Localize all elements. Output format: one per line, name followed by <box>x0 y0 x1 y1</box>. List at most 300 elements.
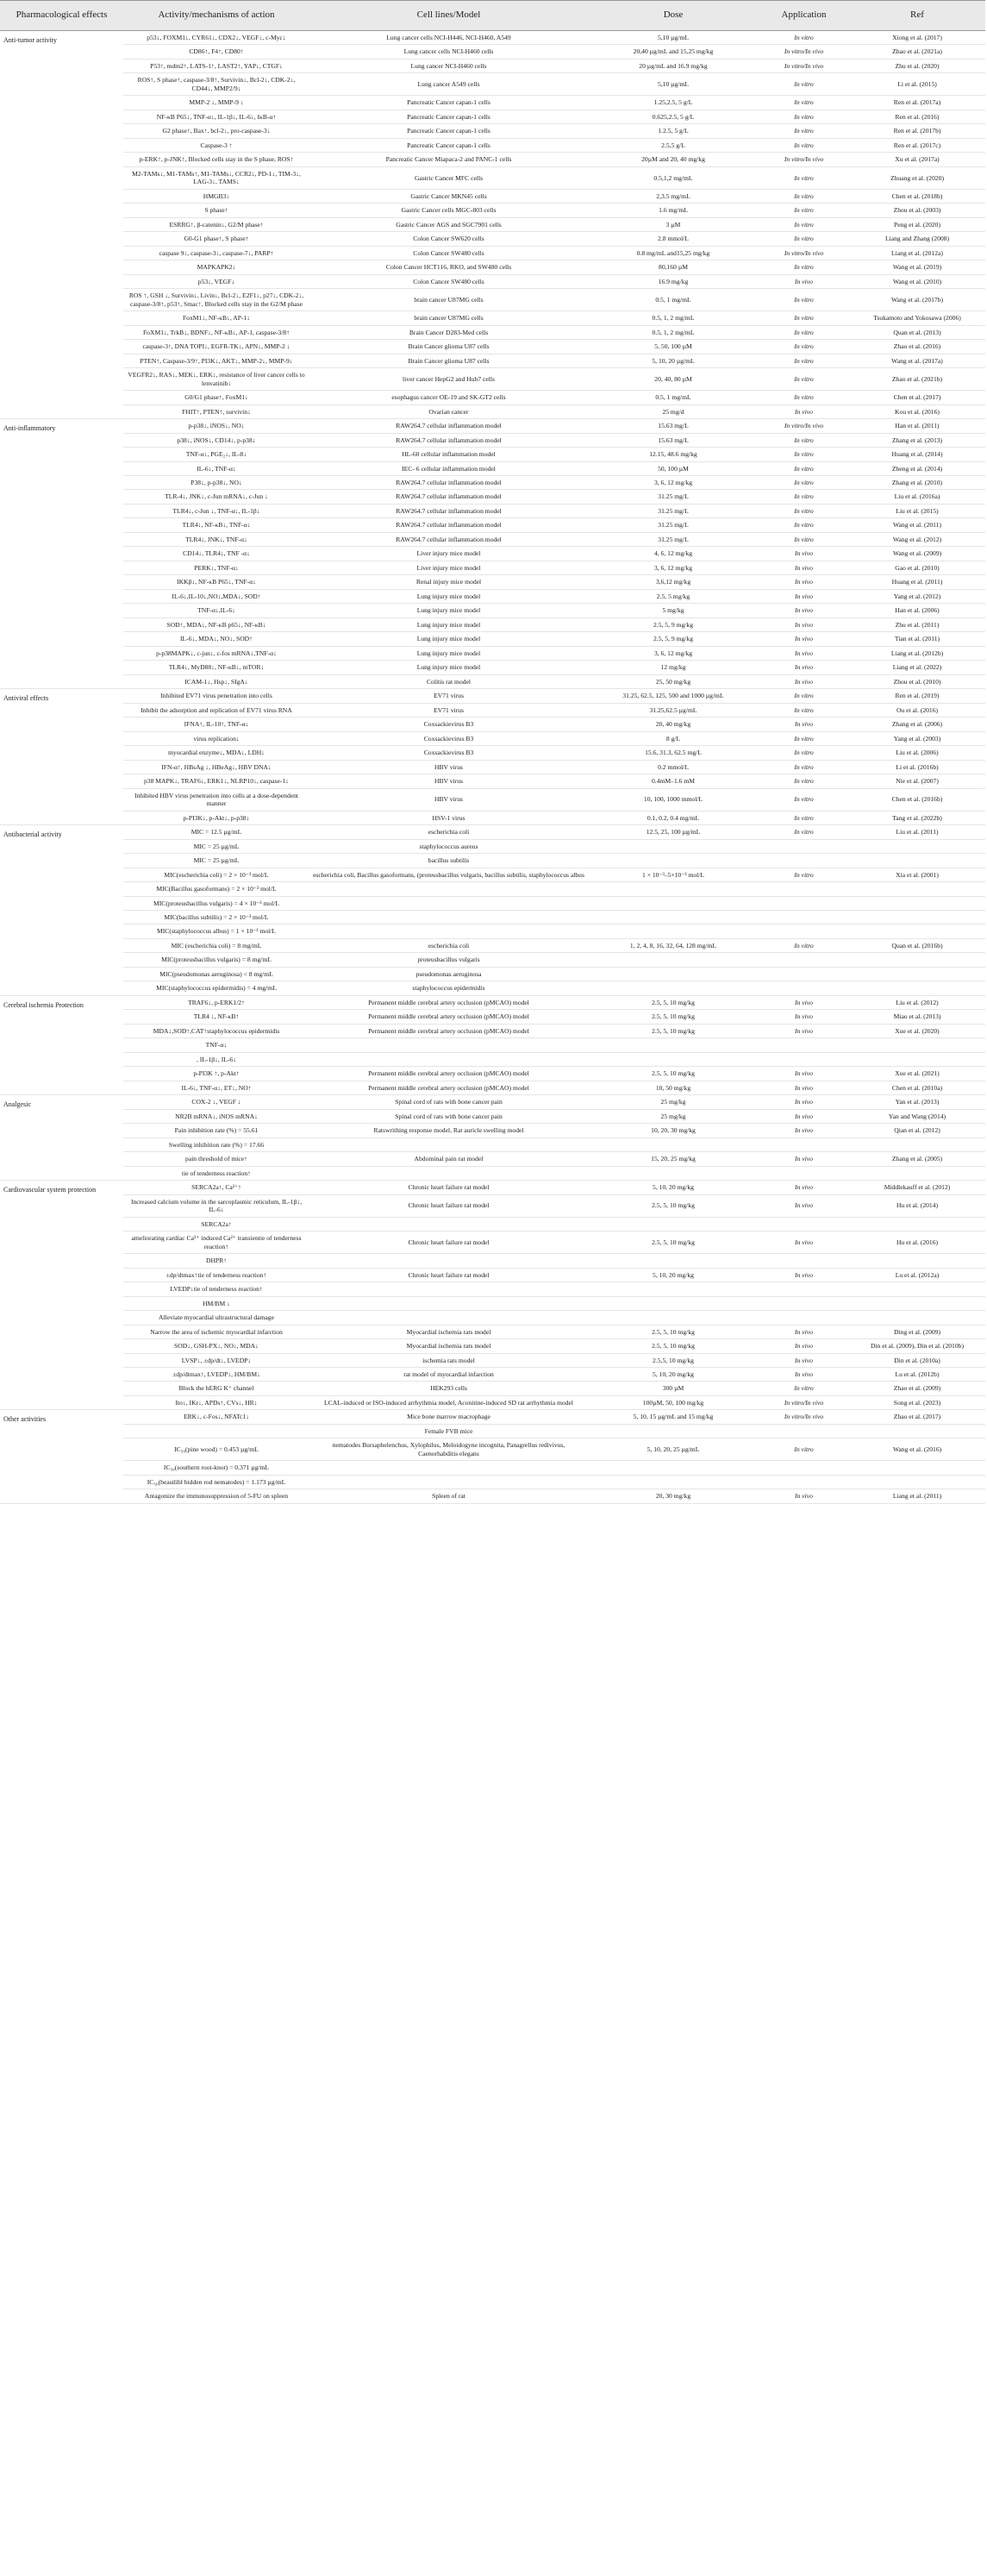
dose-cell: 20, 40, 80 µM <box>588 368 759 391</box>
table-row <box>0 1410 985 1424</box>
dose-cell: 0.5,1,2 mg/mL <box>588 166 759 189</box>
application-cell <box>759 896 849 910</box>
ref-cell: Yang et al. (2003) <box>849 731 985 745</box>
model-cell: staphylococcus aureus <box>309 839 588 853</box>
mechanism-cell: IL-6↓, MDA↓, NO↓, SOD↑ <box>123 632 309 646</box>
application-cell: In vivo <box>759 632 849 646</box>
table-row <box>0 1232 985 1254</box>
table-row <box>0 1268 985 1282</box>
mechanism-cell: FoXM1↓, TrkB↓, BDNF↓, NF-κB↓, AP-1, caspase-3/8↑ <box>123 325 309 339</box>
dose-cell <box>588 1282 759 1296</box>
ref-cell: Xue et al. (2021) <box>849 1067 985 1081</box>
dose-cell: 1.25,2.5, 5 g/L <box>588 96 759 110</box>
mechanism-cell: Narrow the area of ischemic myocardial infarction <box>123 1325 309 1338</box>
effect-group-label: Cardiovascular system protection <box>0 1181 123 1410</box>
mechanism-cell: IKKβ↓, NF-κB P65↓, TNF-α↓ <box>123 575 309 589</box>
mechanism-cell: MIC(Bacillus gasoformans) = 2 × 10⁻³ mol/L <box>123 882 309 896</box>
application-cell: In vivo <box>759 1181 849 1194</box>
table-row <box>0 96 985 110</box>
dose-cell: 0.5, 1 mg/mL <box>588 289 759 311</box>
table-row <box>0 896 985 910</box>
mechanism-cell: IFN-α↑, HBsAg ↓, HBeAg↓, HBV DNA↓ <box>123 760 309 774</box>
dose-cell: 0.2 mmol/L <box>588 760 759 774</box>
model-cell: RAW264.7 cellular inflammation model <box>309 518 588 532</box>
ref-cell: Wang et al. (2012) <box>849 532 985 546</box>
ref-cell <box>849 1461 985 1475</box>
mechanism-cell: TNF-α↓,IL-6↓ <box>123 604 309 617</box>
model-cell: Gastric Cancer cells MGC-803 cells <box>309 204 588 217</box>
table-row <box>0 1109 985 1123</box>
dose-cell <box>588 896 759 910</box>
model-cell: Myocardial ischemia rats model <box>309 1325 588 1338</box>
model-cell: Colitis rat model <box>309 674 588 688</box>
application-cell: In vivo <box>759 1095 849 1109</box>
table-row <box>0 204 985 217</box>
mechanism-cell: MDA↓,SOD↑,CAT↑staphylococcus epidermidis <box>123 1024 309 1037</box>
table-row <box>0 1353 985 1367</box>
model-cell: Lung injury mice model <box>309 617 588 631</box>
table-row <box>0 110 985 123</box>
dose-cell: 5, 10, 20 mg/kg <box>588 1268 759 1282</box>
application-cell: In vivo <box>759 718 849 731</box>
ref-cell: Lu et al. (2012a) <box>849 1268 985 1282</box>
table-row <box>0 504 985 517</box>
ref-cell: Tang et al. (2022b) <box>849 811 985 824</box>
model-cell <box>309 896 588 910</box>
effect-group-label: Anti-tumor activity <box>0 31 123 419</box>
ref-cell: Li et al. (2016b) <box>849 760 985 774</box>
dose-cell: 20 µg/mL and 16.9 mg/kg <box>588 59 759 72</box>
model-cell: Liver injury mice model <box>309 547 588 561</box>
dose-cell <box>588 981 759 995</box>
mechanism-cell: p-p38MAPK↓, c-jun↓, c-fos mRNA↓,TNF-α↓ <box>123 646 309 660</box>
mechanism-cell: MIC(pseudomonas aeruginosa) < 8 mg/mL <box>123 967 309 981</box>
model-cell <box>309 1296 588 1310</box>
table-row <box>0 703 985 717</box>
application-cell: In vitro <box>759 868 849 881</box>
dose-cell: 1.2.5, 5 g/L <box>588 124 759 138</box>
dose-cell: 2.5, 5, 10 mg/kg <box>588 1339 759 1353</box>
dose-cell <box>588 924 759 938</box>
dose-cell: 80,160 µM <box>588 260 759 274</box>
mechanism-cell: HM/BM ↓ <box>123 1296 309 1310</box>
mechanism-cell: ICAM-1↓, Hsp↓, SIgA↓ <box>123 674 309 688</box>
ref-cell <box>849 1138 985 1151</box>
table-row <box>0 760 985 774</box>
application-cell: In vitro <box>759 490 849 504</box>
ref-cell: Chen et al. (2017) <box>849 391 985 404</box>
model-cell: Lung injury mice model <box>309 604 588 617</box>
ref-cell: Miao et al. (2013) <box>849 1010 985 1024</box>
application-cell: In vitro <box>759 532 849 546</box>
mechanism-cell: Alleviate myocardial ultrastructural damage <box>123 1311 309 1325</box>
ref-cell: Xia et al. (2001) <box>849 868 985 881</box>
effect-group-label: Anti-inflammatory <box>0 419 123 689</box>
table-row <box>0 311 985 325</box>
ref-cell: Zhao et al. (2017) <box>849 1410 985 1424</box>
table-row <box>0 518 985 532</box>
ref-cell: Din et al. (2009), Din et al. (2010b) <box>849 1339 985 1353</box>
model-cell: Brain Cancer D283-Med cells <box>309 325 588 339</box>
application-cell <box>759 1475 849 1489</box>
mechanism-cell: G2 phase↑, Bax↑, bcl-2↓, pro-caspase-3↓ <box>123 124 309 138</box>
mechanism-cell: MIC(staphylococcus epidermidis) = 4 mg/mL <box>123 981 309 995</box>
table-row <box>0 547 985 561</box>
mechanism-cell: TNF-α↓ <box>123 1038 309 1052</box>
application-cell: In vitro/In vivo <box>759 59 849 72</box>
mechanism-cell: pain threshold of mice↑ <box>123 1152 309 1166</box>
application-cell <box>759 1217 849 1231</box>
ref-cell: Ren et al. (2017c) <box>849 138 985 152</box>
table-row <box>0 1152 985 1166</box>
ref-cell: Zhao et al. (2021a) <box>849 45 985 59</box>
mechanism-cell: tie of tenderness reaction↑ <box>123 1166 309 1180</box>
mechanism-cell: p53↓, FOXM1↓, CYR61↓, CDX2↓, VEGF↓, c-Myc↓ <box>123 31 309 45</box>
mechanism-cell: Inhibited EV71 virus penetration into cells <box>123 689 309 703</box>
table-row <box>0 718 985 731</box>
dose-cell: 0.8 mg/mL and15,25 mg/kg <box>588 246 759 260</box>
application-cell: In vitro <box>759 289 849 311</box>
application-cell: In vitro/In vivo <box>759 246 849 260</box>
dose-cell: 25 mg/d <box>588 404 759 418</box>
application-cell: In vitro/In vivo <box>759 45 849 59</box>
application-cell: In vivo <box>759 1109 849 1123</box>
application-cell: In vitro <box>759 689 849 703</box>
model-cell: Pancreatic Cancer Miapaca-2 and PANC-1 cells <box>309 153 588 166</box>
model-cell: ischemia rats model <box>309 1353 588 1367</box>
dose-cell <box>588 1052 759 1066</box>
table-row <box>0 232 985 246</box>
ref-cell: Liang and Zhang (2008) <box>849 232 985 246</box>
ref-cell: Wang et al. (2009) <box>849 547 985 561</box>
dose-cell: 5, 10, 20, 25 µg/mL <box>588 1438 759 1461</box>
mechanism-cell: Block the hERG K⁺ channel <box>123 1382 309 1395</box>
dose-cell: 3, 6, 12 mg/kg <box>588 561 759 574</box>
application-cell: In vivo <box>759 1232 849 1254</box>
dose-cell: 0.1, 0.2, 0.4 mg/mL <box>588 811 759 824</box>
dose-cell: 50, 100 µM <box>588 461 759 475</box>
ref-cell <box>849 1217 985 1231</box>
model-cell: Spinal cord of rats with bone cancer pain <box>309 1109 588 1123</box>
table-row <box>0 1181 985 1194</box>
ref-cell: Nie et al. (2007) <box>849 774 985 788</box>
mechanism-cell: DHPR↑ <box>123 1254 309 1268</box>
table-row <box>0 1081 985 1094</box>
dose-cell <box>588 1217 759 1231</box>
model-cell: HBV virus <box>309 788 588 811</box>
table-row <box>0 911 985 924</box>
ref-cell: Tsukamoto and Yokosawa (2006) <box>849 311 985 325</box>
application-cell: In vitro <box>759 354 849 367</box>
application-cell: In vitro/In vivo <box>759 1395 849 1409</box>
application-cell: In vitro/In vivo <box>759 1410 849 1424</box>
mechanism-cell: virus replication↓ <box>123 731 309 745</box>
ref-cell: Wang et al. (2010) <box>849 274 985 288</box>
table-row <box>0 1254 985 1268</box>
dose-cell: 12 mg/kg <box>588 661 759 674</box>
model-cell: Chronic heart failure rat model <box>309 1232 588 1254</box>
table-row <box>0 938 985 952</box>
dose-cell: 3,6,12 mg/kg <box>588 575 759 589</box>
ref-cell: Wang et al. (2017a) <box>849 354 985 367</box>
table-row <box>0 1024 985 1037</box>
mechanism-cell: CD14↓, TLR4↓, TNF -α↓ <box>123 547 309 561</box>
ref-cell <box>849 896 985 910</box>
ref-cell <box>849 1424 985 1438</box>
ref-cell <box>849 1311 985 1325</box>
dose-cell: 15, 20, 25 mg/kg <box>588 1152 759 1166</box>
ref-cell <box>849 1282 985 1296</box>
dose-cell: 0.4mM–1.6 mM <box>588 774 759 788</box>
ref-cell: Wang et al. (2019) <box>849 260 985 274</box>
dose-cell: 1 × 10⁻³–5×10⁻³ mol/L <box>588 868 759 881</box>
mechanism-cell: IC₅₀(southern root-knot) = 0.371 µg/mL <box>123 1461 309 1475</box>
dose-cell: 2.5, 5, 10 mg/kg <box>588 1325 759 1338</box>
model-cell: Permanent middle cerebral artery occlusion (pMCAO) model <box>309 1081 588 1094</box>
dose-cell: 15.63 mg/L <box>588 419 759 433</box>
mechanism-cell: P38↓, p-p38↓, NO↓ <box>123 475 309 489</box>
application-cell: In vitro <box>759 475 849 489</box>
dose-cell: 12.5, 25, 100 µg/mL <box>588 825 759 839</box>
model-cell <box>309 1461 588 1475</box>
mechanism-cell: TLR-4↓, JNK↓, c-Jun mRNA↓, c-Jun ↓ <box>123 490 309 504</box>
ref-cell: Liang et al. (2011) <box>849 1489 985 1503</box>
model-cell: brain cancer U87MG cells <box>309 311 588 325</box>
mechanism-cell: ameliorating cardiac Ca²⁺ induced Ca²⁺ transientie of tenderness reaction↑ <box>123 1232 309 1254</box>
table-row <box>0 289 985 311</box>
model-cell: Female FVB mice <box>309 1424 588 1438</box>
mechanism-cell: p-p38↓, iNOS↓, NO↓ <box>123 419 309 433</box>
model-cell: Ovarian cancer <box>309 404 588 418</box>
header-dose: Dose <box>588 1 759 31</box>
table-row <box>0 1475 985 1489</box>
ref-cell <box>849 981 985 995</box>
table-row <box>0 854 985 868</box>
mechanism-cell: ROS↑, S phase↑, caspase-3/8↑, Survivin↓, Bcl-2↓, CDK-2↓, CD44↓, MMP2/9↓ <box>123 73 309 96</box>
table-row <box>0 575 985 589</box>
model-cell: HSV-1 virus <box>309 811 588 824</box>
effect-group-label: Other activities <box>0 1410 123 1503</box>
application-cell: In vivo <box>759 1367 849 1381</box>
table-row <box>0 632 985 646</box>
model-cell: HBV virus <box>309 760 588 774</box>
model-cell: Colon Cancer HCT116, RKO, and SW480 cells <box>309 260 588 274</box>
model-cell: Lung cancer NCI-H460 cells <box>309 59 588 72</box>
model-cell <box>309 1311 588 1325</box>
mechanism-cell: p53↓, VEGF↓ <box>123 274 309 288</box>
mechanism-cell: IFNA↑, IL-10↑, TNF-α↓ <box>123 718 309 731</box>
effect-group-label: Antiviral effects <box>0 689 123 825</box>
table-row <box>0 646 985 660</box>
model-cell: Coxsackievirus B3 <box>309 746 588 760</box>
application-cell <box>759 1461 849 1475</box>
ref-cell: Peng et al. (2020) <box>849 217 985 231</box>
model-cell: RAW264.7 cellular inflammation model <box>309 504 588 517</box>
mechanism-cell: IC₅₀(beastlibl bidden rod nematodes) = 1.173 µg/mL <box>123 1475 309 1489</box>
table-row <box>0 325 985 339</box>
model-cell: Gastric Cancer AGS and SGC7901 cells <box>309 217 588 231</box>
ref-cell: Quan et al. (2013) <box>849 325 985 339</box>
dose-cell: 4, 6, 12 mg/kg <box>588 547 759 561</box>
dose-cell: 5,10 µg/mL <box>588 73 759 96</box>
model-cell: HL-60 cellular inflammation model <box>309 448 588 461</box>
ref-cell: Kou et al. (2016) <box>849 404 985 418</box>
mechanism-cell: p-PI3K ↑, p-Akt↑ <box>123 1067 309 1081</box>
table-row <box>0 1325 985 1338</box>
mechanism-cell: myocardial enzyme↓, MDA↓, LDH↓ <box>123 746 309 760</box>
table-row <box>0 689 985 703</box>
mechanism-cell: MIC = 25 µg/mL <box>123 839 309 853</box>
dose-cell: 2.5,5 g/L <box>588 138 759 152</box>
mechanism-cell: ERK↓, c-Fos↓, NFATc1↓ <box>123 1410 309 1424</box>
ref-cell: Ding et al. (2009) <box>849 1325 985 1338</box>
mechanism-cell: MMP-2 ↓, MMP-9 ↓ <box>123 96 309 110</box>
application-cell <box>759 981 849 995</box>
ref-cell <box>849 967 985 981</box>
dose-cell: 2.5, 5, 9 mg/kg <box>588 617 759 631</box>
dose-cell: 20, 30 mg/kg <box>588 1489 759 1503</box>
dose-cell: 5,10 µg/mL <box>588 31 759 45</box>
mechanism-cell: G0-G1 phase↑, S phase↑ <box>123 232 309 246</box>
model-cell: HBV virus <box>309 774 588 788</box>
model-cell: escherichia coli <box>309 825 588 839</box>
ref-cell: Lu et al. (2012b) <box>849 1367 985 1381</box>
model-cell <box>309 1138 588 1151</box>
table-row <box>0 811 985 824</box>
mechanism-cell <box>123 1424 309 1438</box>
model-cell: Pancreatic Cancer capan-1 cells <box>309 138 588 152</box>
application-cell <box>759 1138 849 1151</box>
model-cell: Colon Cancer SW480 cells <box>309 274 588 288</box>
model-cell: Renal injury mice model <box>309 575 588 589</box>
dose-cell: 20,40 µg/mL and 15,25 mg/kg <box>588 45 759 59</box>
model-cell: Spinal cord of rats with bone cancer pain <box>309 1095 588 1109</box>
dose-cell: 5, 10, 15 µg/mL and 15 mg/kg <box>588 1410 759 1424</box>
application-cell: In vitro <box>759 232 849 246</box>
model-cell: Spleen of rat <box>309 1489 588 1503</box>
model-cell: Permanent middle cerebral artery occlusion (pMCAO) model <box>309 1024 588 1037</box>
mechanism-cell: p-ERK↑, p-JNK↑, Blocked cells stay in the S phase, ROS↑ <box>123 153 309 166</box>
dose-cell: 2.5, 5, 10 mg/kg <box>588 1010 759 1024</box>
table-row <box>0 1038 985 1052</box>
table-row <box>0 1138 985 1151</box>
ref-cell <box>849 911 985 924</box>
application-cell: In vivo <box>759 1081 849 1094</box>
model-cell: Lung injury mice model <box>309 589 588 603</box>
model-cell <box>309 1052 588 1066</box>
model-cell <box>309 911 588 924</box>
table-row <box>0 967 985 981</box>
table-row <box>0 981 985 995</box>
model-cell: brain cancer U87MG cells <box>309 289 588 311</box>
mechanism-cell: PERK↓, TNF-α↓ <box>123 561 309 574</box>
application-cell: In vivo <box>759 1024 849 1037</box>
application-cell: In vitro <box>759 1438 849 1461</box>
model-cell: Chronic heart failure rat model <box>309 1181 588 1194</box>
table-row <box>0 31 985 45</box>
application-cell: In vivo <box>759 604 849 617</box>
application-cell <box>759 839 849 853</box>
ref-cell: Wang et al. (2016) <box>849 1438 985 1461</box>
ref-cell: Liu et al. (2006) <box>849 746 985 760</box>
application-cell: In vitro <box>759 204 849 217</box>
model-cell: EV71 virus <box>309 703 588 717</box>
model-cell: rat model of myocardial infarction <box>309 1367 588 1381</box>
model-cell: Colon Cancer SW620 cells <box>309 232 588 246</box>
application-cell <box>759 1282 849 1296</box>
table-row <box>0 1194 985 1217</box>
dose-cell: 5, 10, 20 mg/kg <box>588 1181 759 1194</box>
ref-cell <box>849 882 985 896</box>
dose-cell: 100µM, 50, 100 mg/kg <box>588 1395 759 1409</box>
application-cell: In vitro <box>759 448 849 461</box>
dose-cell: 16.9 mg/kg <box>588 274 759 288</box>
application-cell: In vitro <box>759 825 849 839</box>
model-cell <box>309 924 588 938</box>
application-cell: In vivo <box>759 1124 849 1138</box>
application-cell: In vitro <box>759 938 849 952</box>
model-cell: HEK293 cells <box>309 1382 588 1395</box>
dose-cell: 8 g/L <box>588 731 759 745</box>
table-row <box>0 924 985 938</box>
mechanism-cell: IL-6↓,IL-10↓,NO↓,MDA↓, SOD↑ <box>123 589 309 603</box>
dose-cell: 5, 10, 20 mg/kg <box>588 1367 759 1381</box>
table-row <box>0 124 985 138</box>
table-row <box>0 73 985 96</box>
application-cell: In vitro <box>759 325 849 339</box>
mechanism-cell: VEGFR2↓, RAS↓, MEK↓, ERK↓, resistance of liver cancer cells to lenvatinib↓ <box>123 368 309 391</box>
dose-cell: 2.5, 5, 9 mg/kg <box>588 632 759 646</box>
model-cell: Lung cancer A549 cells <box>309 73 588 96</box>
table-row <box>0 995 985 1009</box>
mechanism-cell: HMGB3↓ <box>123 189 309 203</box>
application-cell <box>759 1038 849 1052</box>
ref-cell: Song et al. (2023) <box>849 1395 985 1409</box>
mechanism-cell: Caspase-3 ↑ <box>123 138 309 152</box>
table-row <box>0 561 985 574</box>
model-cell: RAW264.7 cellular inflammation model <box>309 532 588 546</box>
ref-cell: Zhang et al. (2005) <box>849 1152 985 1166</box>
mechanism-cell: TNF-α↓, PGE₂↓, IL-8↓ <box>123 448 309 461</box>
mechanism-cell: P53↑, mdm2↑, LATS-1↑, LAST2↑, YAP↓, CTGF↓ <box>123 59 309 72</box>
model-cell: Coxsackievirus B3 <box>309 731 588 745</box>
model-cell: Chronic heart failure rat model <box>309 1194 588 1217</box>
model-cell: Lung injury mice model <box>309 646 588 660</box>
table-row <box>0 246 985 260</box>
table-row <box>0 1438 985 1461</box>
model-cell: Pancreatic Cancer capan-1 cells <box>309 110 588 123</box>
table-row <box>0 59 985 72</box>
table-row <box>0 153 985 166</box>
application-cell: In vivo <box>759 1268 849 1282</box>
model-cell <box>309 1217 588 1231</box>
dose-cell: 20, 40 mg/kg <box>588 718 759 731</box>
mechanism-cell: Ito↓, IKr↓, APDs↑, CVs↓, HR↓ <box>123 1395 309 1409</box>
dose-cell <box>588 911 759 924</box>
table-row <box>0 354 985 367</box>
mechanism-cell: MAPKAPK2↓ <box>123 260 309 274</box>
dose-cell: 0.5, 1, 2 mg/mL <box>588 325 759 339</box>
model-cell: Permanent middle cerebral artery occlusion (pMCAO) model <box>309 1010 588 1024</box>
model-cell: Lung cancer cells NCI-H446, NCI-H460, A549 <box>309 31 588 45</box>
ref-cell: Ren et al. (2016) <box>849 110 985 123</box>
dose-cell: 2.8 mmol/L <box>588 232 759 246</box>
ref-cell: Zhuang et al. (2020) <box>849 166 985 189</box>
application-cell: In vivo <box>759 674 849 688</box>
ref-cell: Chen et al. (2010a) <box>849 1081 985 1094</box>
ref-cell: Zheng et al. (2014) <box>849 461 985 475</box>
table-row <box>0 475 985 489</box>
